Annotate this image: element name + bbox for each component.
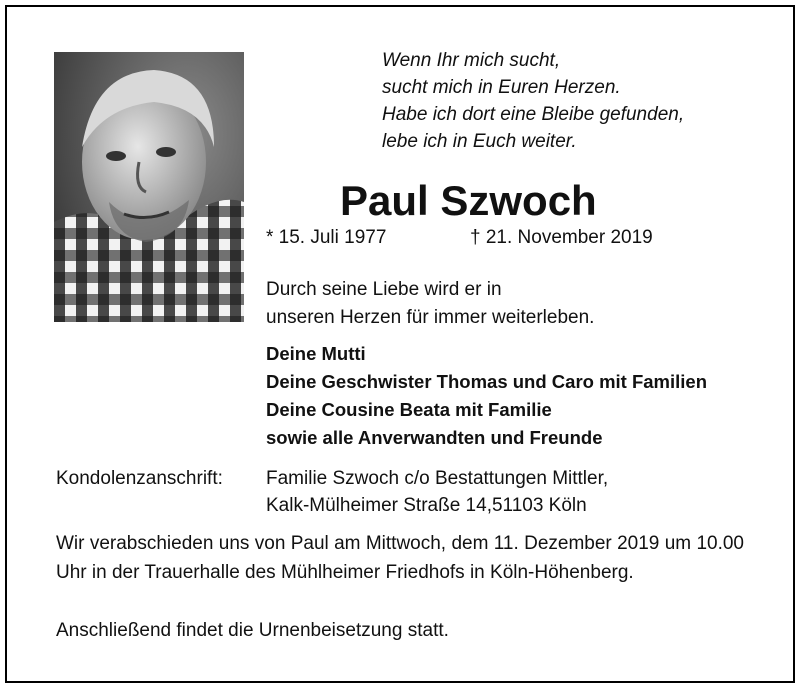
deceased-name: Paul Szwoch	[340, 177, 597, 224]
mourner-entry: Deine Geschwister Thomas und Caro mit Familien	[266, 371, 708, 392]
condolence-address	[266, 465, 608, 519]
tribute-line: Durch seine Liebe wird er in	[266, 279, 502, 300]
portrait-image	[54, 52, 244, 322]
urn-notice: Anschließend findet die Urnenbeisetzung statt.	[56, 620, 449, 641]
mourner-entry: Deine Cousine Beata mit Familie	[266, 399, 552, 420]
birth-date: * 15. Juli 1977	[266, 227, 387, 248]
memorial-poem	[382, 47, 684, 155]
tribute-line: unseren Herzen für immer weiterleben.	[266, 307, 595, 328]
condolence-label: Kondolenzanschrift:	[56, 468, 223, 489]
poem-line: lebe ich in Euch weiter.	[382, 131, 577, 152]
death-date: † 21. November 2019	[470, 227, 653, 248]
mourners-list	[266, 340, 707, 452]
tribute-text	[266, 276, 594, 332]
poem-line: Habe ich dort eine Bleibe gefunden,	[382, 104, 685, 125]
portrait-photo	[54, 52, 244, 322]
poem-line: sucht mich in Euren Herzen.	[382, 77, 621, 98]
address-line: Kalk-Mülheimer Straße 14,51103 Köln	[266, 495, 587, 516]
mourner-entry: sowie alle Anverwandten und Freunde	[266, 427, 603, 448]
mourner-entry: Deine Mutti	[266, 343, 366, 364]
poem-line: Wenn Ihr mich sucht,	[382, 50, 561, 71]
address-line: Familie Szwoch c/o Bestattungen Mittler,	[266, 468, 609, 489]
funeral-notice: Wir verabschieden uns von Paul am Mittwoch, dem 11. Dezember 2019 um 10.00 Uhr in der Trauerhalle des Mühlheimer Friedhofs in Köln-Höhenberg.	[56, 533, 744, 583]
